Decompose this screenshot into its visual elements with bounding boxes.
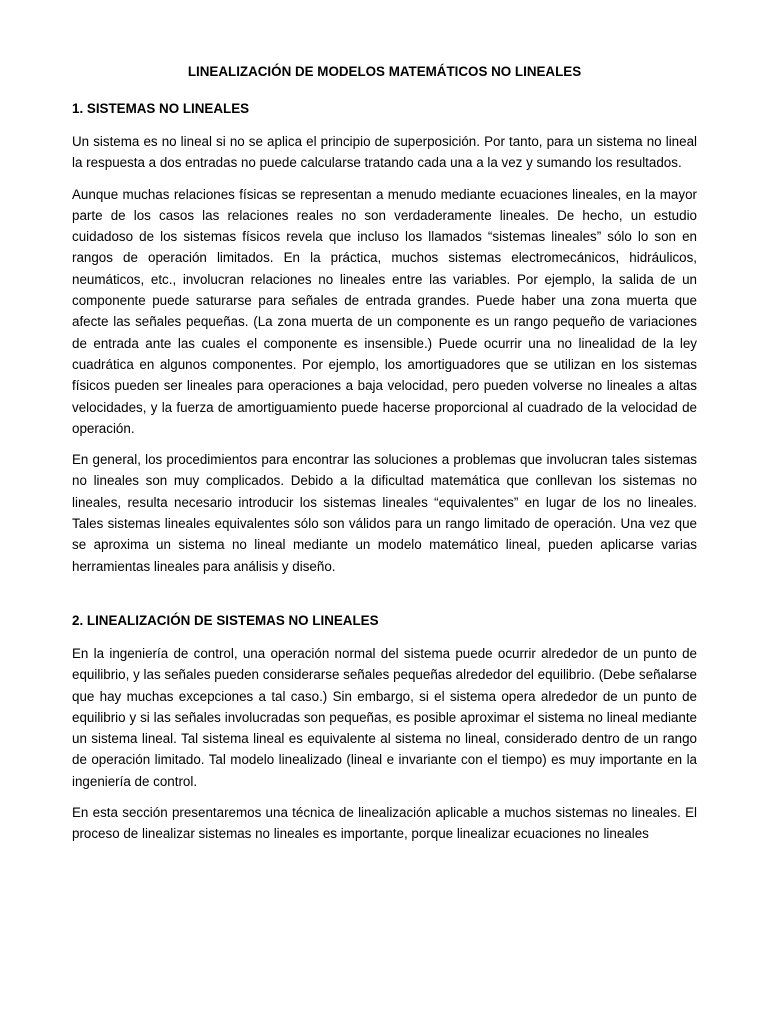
paragraph: En general, los procedimientos para encontrar las soluciones a problemas que involucran tales sistemas no lineales son muy complicados. Debido a la dificultad matemática que conllevan los sistemas no lineales, resulta necesario introducir los sistemas lineales “equivalentes” en lugar de los no lineales. Tales sistemas lineales equivalentes sólo son válidos para un rango limitado de operación. Una vez que se aproxima un sistema no lineal mediante un modelo matemático lineal, pueden aplicarse varias herramientas lineales para análisis y diseño. (72, 452, 697, 574)
paragraph: En esta sección presentaremos una técnica de linealización aplicable a muchos sistemas no lineales. El proceso de linealizar sistemas no lineales es importante, porque linealizar ecuaciones no lineales (72, 805, 697, 842)
paragraph: Un sistema es no lineal si no se aplica el principio de superposición. Por tanto, para un sistema no lineal la respuesta a dos entradas no puede calcularse tratando cada una a la vez y sumando los resultados. (72, 134, 697, 171)
paragraph: Aunque muchas relaciones físicas se representan a menudo mediante ecuaciones lineales, en la mayor parte de los casos las relaciones reales no son verdaderamente lineales. De hecho, un estudio cuidadoso de los sistemas físicos revela que incluso los llamados “sistemas lineales” sólo lo son en rangos de operación limitados. En la práctica, muchos sistemas electromecánicos, hidráulicos, neumáticos, etc., involucran relaciones no lineales entre las variables. Por ejemplo, la salida de un componente puede saturarse para señales de entrada grandes. Puede haber una zona muerta que afecte las señales pequeñas. (La zona muerta de un componente es un rango pequeño de variaciones de entrada ante las cuales el componente es insensible.) Puede ocurrir una no linealidad de la ley cuadrática en algunos componentes. Por ejemplo, los amortiguadores que se utilizan en los sistemas físicos pueden ser lineales para operaciones a baja velocidad, pero pueden volverse no lineales a altas velocidades, y la fuerza de amortiguamiento puede hacerse proporcional al cuadrado de la velocidad de operación. (72, 186, 697, 436)
paragraph: En la ingeniería de control, una operación normal del sistema puede ocurrir alrededor de un punto de equilibrio, y las señales pueden considerarse señales pequeñas alrededor del equilibrio. (Debe señalarse que hay muchas excepciones a tal caso.) Sin embargo, si el sistema opera alrededor de un punto de equilibrio y si las señales involucradas son pequeñas, es posible aproximar el sistema no lineal mediante un sistema lineal. Tal sistema lineal es equivalente al sistema no lineal, considerado dentro de un rango de operación limitado. Tal modelo linealizado (lineal e invariante con el tiempo) es muy importante en la ingeniería de control. (72, 645, 697, 789)
document-title: LINEALIZACIÓN DE MODELOS MATEMÁTICOS NO LINEALES (187, 64, 582, 79)
section-heading-2: 2. LINEALIZACIÓN DE SISTEMAS NO LINEALES (72, 612, 379, 628)
document-body (72, 62, 697, 855)
section-spacer (72, 587, 697, 611)
section-heading-1: 1. SISTEMAS NO LINEALES (72, 101, 250, 116)
